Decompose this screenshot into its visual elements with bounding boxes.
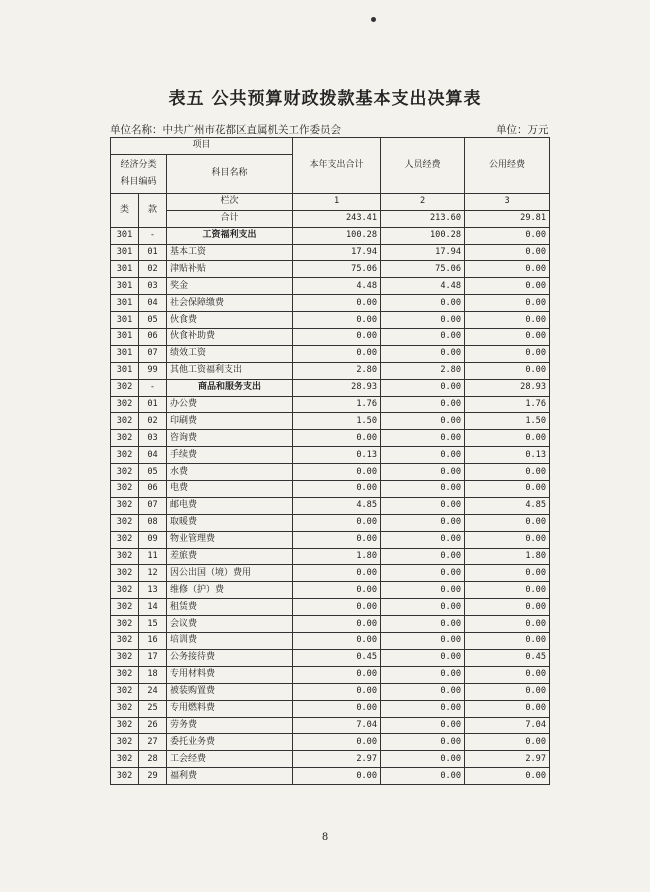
row-public: 0.00 — [465, 295, 550, 312]
row-public: 0.00 — [465, 329, 550, 346]
row-total: 100.28 — [293, 227, 381, 244]
row-subject-name: 伙食费 — [167, 312, 293, 329]
row-total: 0.00 — [293, 312, 381, 329]
page-number: 8 — [321, 832, 329, 843]
row-subject-name: 津贴补贴 — [167, 261, 293, 278]
row-kuan: - — [139, 227, 167, 244]
row-total: 0.00 — [293, 481, 381, 498]
row-total: 0.45 — [293, 649, 381, 666]
row-lei: 302 — [111, 582, 139, 599]
row-lei: 301 — [111, 312, 139, 329]
table-row — [111, 751, 550, 768]
row-kuan: 09 — [139, 531, 167, 548]
row-kuan: 26 — [139, 717, 167, 734]
row-personnel: 0.00 — [381, 345, 465, 362]
row-lei: 301 — [111, 261, 139, 278]
row-total: 0.00 — [293, 295, 381, 312]
row-public: 0.00 — [465, 312, 550, 329]
row-total: 0.00 — [293, 430, 381, 447]
row-kuan: 28 — [139, 751, 167, 768]
row-public: 0.00 — [465, 683, 550, 700]
table-row — [111, 582, 550, 599]
row-subject-name: 社会保障缴费 — [167, 295, 293, 312]
total-row — [111, 210, 550, 227]
header-subject-code-text: 科目编码 — [120, 176, 157, 187]
table-row — [111, 464, 550, 481]
row-subject-name: 办公费 — [167, 396, 293, 413]
row-personnel: 0.00 — [381, 717, 465, 734]
column-number-1: 1 — [293, 193, 381, 210]
row-subject-name: 工会经费 — [167, 751, 293, 768]
row-subject-name: 邮电费 — [167, 497, 293, 514]
header-lanci: 栏次 — [167, 193, 293, 210]
row-total: 17.94 — [293, 244, 381, 261]
row-total: 0.00 — [293, 599, 381, 616]
row-lei: 301 — [111, 244, 139, 261]
header-kuan: 款 — [139, 193, 167, 227]
total-label: 合计 — [167, 210, 293, 227]
header-lei: 类 — [111, 193, 139, 227]
row-public: 0.00 — [465, 666, 550, 683]
table-row — [111, 649, 550, 666]
row-kuan: 99 — [139, 362, 167, 379]
table-row — [111, 700, 550, 717]
row-personnel: 0.00 — [381, 497, 465, 514]
row-total: 0.00 — [293, 565, 381, 582]
row-lei: 302 — [111, 768, 139, 785]
row-subject-name: 奖金 — [167, 278, 293, 295]
row-public: 0.13 — [465, 447, 550, 464]
table-row — [111, 396, 550, 413]
row-lei: 302 — [111, 447, 139, 464]
row-personnel: 75.06 — [381, 261, 465, 278]
row-lei: 302 — [111, 700, 139, 717]
row-lei: 301 — [111, 278, 139, 295]
table-row — [111, 447, 550, 464]
table-row — [111, 295, 550, 312]
row-kuan: 05 — [139, 464, 167, 481]
row-lei: 301 — [111, 227, 139, 244]
row-public: 0.00 — [465, 227, 550, 244]
row-public: 0.00 — [465, 599, 550, 616]
row-kuan: 13 — [139, 582, 167, 599]
table-row — [111, 683, 550, 700]
row-total: 0.00 — [293, 633, 381, 650]
row-lei: 302 — [111, 565, 139, 582]
row-public: 28.93 — [465, 379, 550, 396]
row-total: 0.00 — [293, 616, 381, 633]
row-total: 0.00 — [293, 531, 381, 548]
row-lei: 302 — [111, 481, 139, 498]
row-public: 1.76 — [465, 396, 550, 413]
row-public: 1.80 — [465, 548, 550, 565]
row-kuan: 06 — [139, 481, 167, 498]
row-total: 0.00 — [293, 666, 381, 683]
row-lei: 302 — [111, 514, 139, 531]
row-kuan: 05 — [139, 312, 167, 329]
row-public: 0.00 — [465, 565, 550, 582]
row-lei: 302 — [111, 379, 139, 396]
row-personnel: 4.48 — [381, 278, 465, 295]
row-lei: 302 — [111, 734, 139, 751]
table-row — [111, 616, 550, 633]
row-total: 0.00 — [293, 514, 381, 531]
table-row — [111, 666, 550, 683]
table-row — [111, 481, 550, 498]
row-kuan: 08 — [139, 514, 167, 531]
scan-mark — [371, 17, 376, 22]
row-personnel: 0.00 — [381, 734, 465, 751]
unit-label: 单位：万元 — [496, 124, 549, 136]
row-personnel: 0.00 — [381, 700, 465, 717]
row-personnel: 0.00 — [381, 379, 465, 396]
row-lei: 301 — [111, 295, 139, 312]
row-lei: 302 — [111, 633, 139, 650]
row-public: 0.00 — [465, 514, 550, 531]
row-lei: 302 — [111, 616, 139, 633]
header-subject-name: 科目名称 — [167, 154, 293, 193]
row-subject-name: 因公出国（境）费用 — [167, 565, 293, 582]
row-total: 1.50 — [293, 413, 381, 430]
row-total: 0.00 — [293, 700, 381, 717]
row-subject-name: 工资福利支出 — [167, 227, 293, 244]
row-subject-name: 公务接待费 — [167, 649, 293, 666]
row-subject-name: 维修（护）费 — [167, 582, 293, 599]
row-public: 0.00 — [465, 734, 550, 751]
row-subject-name: 基本工资 — [167, 244, 293, 261]
row-public: 0.00 — [465, 582, 550, 599]
row-kuan: 02 — [139, 413, 167, 430]
row-total: 0.00 — [293, 582, 381, 599]
row-lei: 302 — [111, 717, 139, 734]
row-personnel: 0.00 — [381, 531, 465, 548]
table-row — [111, 717, 550, 734]
row-public: 0.00 — [465, 278, 550, 295]
row-personnel: 0.00 — [381, 312, 465, 329]
header-public: 公用经费 — [465, 138, 550, 194]
row-personnel: 0.00 — [381, 548, 465, 565]
table-row — [111, 345, 550, 362]
row-kuan: 04 — [139, 295, 167, 312]
row-public: 2.97 — [465, 751, 550, 768]
row-kuan: 06 — [139, 329, 167, 346]
column-number-2: 2 — [381, 193, 465, 210]
row-subject-name: 专用材料费 — [167, 666, 293, 683]
row-personnel: 0.00 — [381, 464, 465, 481]
row-total: 4.48 — [293, 278, 381, 295]
row-subject-name: 会议费 — [167, 616, 293, 633]
row-public: 0.00 — [465, 531, 550, 548]
row-kuan: 03 — [139, 278, 167, 295]
table-row — [111, 565, 550, 582]
row-lei: 302 — [111, 666, 139, 683]
row-lei: 302 — [111, 396, 139, 413]
row-total: 0.13 — [293, 447, 381, 464]
table-row — [111, 734, 550, 751]
row-subject-name: 印刷费 — [167, 413, 293, 430]
row-subject-name: 专用燃料费 — [167, 700, 293, 717]
table-row — [111, 329, 550, 346]
total-public: 29.81 — [465, 210, 550, 227]
row-kuan: 03 — [139, 430, 167, 447]
row-personnel: 0.00 — [381, 329, 465, 346]
table-row — [111, 430, 550, 447]
row-lei: 302 — [111, 599, 139, 616]
row-personnel: 0.00 — [381, 599, 465, 616]
row-personnel: 0.00 — [381, 633, 465, 650]
row-personnel: 0.00 — [381, 447, 465, 464]
row-kuan: 29 — [139, 768, 167, 785]
row-subject-name: 取暖费 — [167, 514, 293, 531]
row-public: 0.00 — [465, 464, 550, 481]
row-total: 2.80 — [293, 362, 381, 379]
row-lei: 302 — [111, 531, 139, 548]
total-sum: 243.41 — [293, 210, 381, 227]
row-subject-name: 差旅费 — [167, 548, 293, 565]
row-lei: 302 — [111, 430, 139, 447]
row-public: 0.00 — [465, 362, 550, 379]
header-project: 项目 — [111, 138, 293, 155]
row-kuan: 07 — [139, 497, 167, 514]
row-personnel: 100.28 — [381, 227, 465, 244]
row-lei: 302 — [111, 413, 139, 430]
category-row — [111, 379, 550, 396]
row-subject-name: 电费 — [167, 481, 293, 498]
row-public: 0.00 — [465, 345, 550, 362]
row-subject-name: 伙食补助费 — [167, 329, 293, 346]
row-kuan: 07 — [139, 345, 167, 362]
row-personnel: 0.00 — [381, 430, 465, 447]
table-row — [111, 599, 550, 616]
column-number-3: 3 — [465, 193, 550, 210]
table-row — [111, 362, 550, 379]
row-total: 0.00 — [293, 329, 381, 346]
row-public: 1.50 — [465, 413, 550, 430]
row-kuan: 17 — [139, 649, 167, 666]
row-public: 4.85 — [465, 497, 550, 514]
row-lei: 301 — [111, 329, 139, 346]
header-total: 本年支出合计 — [293, 138, 381, 194]
row-kuan: 27 — [139, 734, 167, 751]
table-row — [111, 497, 550, 514]
row-personnel: 0.00 — [381, 565, 465, 582]
row-subject-name: 手续费 — [167, 447, 293, 464]
table-row — [111, 514, 550, 531]
table-row — [111, 413, 550, 430]
category-row — [111, 227, 550, 244]
page-title: 表五 公共预算财政拨款基本支出决算表 — [168, 89, 482, 109]
row-kuan: 25 — [139, 700, 167, 717]
row-personnel: 0.00 — [381, 649, 465, 666]
row-subject-name: 水费 — [167, 464, 293, 481]
header-row-project — [111, 138, 550, 155]
row-subject-name: 物业管理费 — [167, 531, 293, 548]
row-lei: 302 — [111, 497, 139, 514]
table-row — [111, 312, 550, 329]
row-lei: 301 — [111, 345, 139, 362]
row-subject-name: 绩效工资 — [167, 345, 293, 362]
row-total: 7.04 — [293, 717, 381, 734]
row-kuan: 02 — [139, 261, 167, 278]
row-personnel: 0.00 — [381, 396, 465, 413]
row-lei: 302 — [111, 751, 139, 768]
row-personnel: 2.80 — [381, 362, 465, 379]
row-total: 0.00 — [293, 683, 381, 700]
row-kuan: 16 — [139, 633, 167, 650]
table-row — [111, 548, 550, 565]
row-public: 0.00 — [465, 481, 550, 498]
row-personnel: 17.94 — [381, 244, 465, 261]
header-econ-class-text: 经济分类 — [120, 159, 157, 170]
table-row — [111, 244, 550, 261]
row-lei: 302 — [111, 683, 139, 700]
row-kuan: 12 — [139, 565, 167, 582]
row-kuan: 14 — [139, 599, 167, 616]
row-personnel: 0.00 — [381, 514, 465, 531]
table-row — [111, 261, 550, 278]
row-public: 0.00 — [465, 768, 550, 785]
row-subject-name: 咨询费 — [167, 430, 293, 447]
table-row — [111, 531, 550, 548]
row-total: 0.00 — [293, 734, 381, 751]
row-personnel: 0.00 — [381, 582, 465, 599]
row-kuan: 18 — [139, 666, 167, 683]
row-lei: 302 — [111, 548, 139, 565]
row-kuan: 11 — [139, 548, 167, 565]
row-kuan: 24 — [139, 683, 167, 700]
row-kuan: 01 — [139, 396, 167, 413]
row-lei: 301 — [111, 362, 139, 379]
row-lei: 302 — [111, 649, 139, 666]
row-personnel: 0.00 — [381, 751, 465, 768]
row-kuan: - — [139, 379, 167, 396]
row-subject-name: 培训费 — [167, 633, 293, 650]
row-personnel: 0.00 — [381, 616, 465, 633]
row-public: 0.00 — [465, 633, 550, 650]
row-subject-name: 商品和服务支出 — [167, 379, 293, 396]
row-subject-name: 劳务费 — [167, 717, 293, 734]
row-total: 0.00 — [293, 345, 381, 362]
row-total: 75.06 — [293, 261, 381, 278]
row-subject-name: 被装购置费 — [167, 683, 293, 700]
row-public: 0.00 — [465, 430, 550, 447]
row-personnel: 0.00 — [381, 666, 465, 683]
row-subject-name: 租赁费 — [167, 599, 293, 616]
row-personnel: 0.00 — [381, 683, 465, 700]
row-personnel: 0.00 — [381, 413, 465, 430]
row-subject-name: 福利费 — [167, 768, 293, 785]
row-total: 4.85 — [293, 497, 381, 514]
row-public: 0.00 — [465, 616, 550, 633]
row-public: 0.00 — [465, 261, 550, 278]
budget-table — [110, 137, 550, 785]
row-public: 0.00 — [465, 700, 550, 717]
row-kuan: 01 — [139, 244, 167, 261]
row-subject-name: 其他工资福利支出 — [167, 362, 293, 379]
row-total: 28.93 — [293, 379, 381, 396]
header-econ-class — [111, 154, 167, 193]
row-public: 0.45 — [465, 649, 550, 666]
row-total: 1.76 — [293, 396, 381, 413]
row-personnel: 0.00 — [381, 295, 465, 312]
row-public: 7.04 — [465, 717, 550, 734]
total-personnel: 213.60 — [381, 210, 465, 227]
row-total: 1.80 — [293, 548, 381, 565]
row-total: 2.97 — [293, 751, 381, 768]
table-row — [111, 278, 550, 295]
row-personnel: 0.00 — [381, 481, 465, 498]
table-row — [111, 768, 550, 785]
header-personnel: 人员经费 — [381, 138, 465, 194]
row-kuan: 04 — [139, 447, 167, 464]
row-subject-name: 委托业务费 — [167, 734, 293, 751]
table-row — [111, 633, 550, 650]
unit-name-label: 单位名称：中共广州市花都区直属机关工作委员会 — [110, 124, 341, 136]
row-public: 0.00 — [465, 244, 550, 261]
row-total: 0.00 — [293, 768, 381, 785]
header-row-lei — [111, 193, 550, 210]
row-total: 0.00 — [293, 464, 381, 481]
row-personnel: 0.00 — [381, 768, 465, 785]
row-kuan: 15 — [139, 616, 167, 633]
row-lei: 302 — [111, 464, 139, 481]
